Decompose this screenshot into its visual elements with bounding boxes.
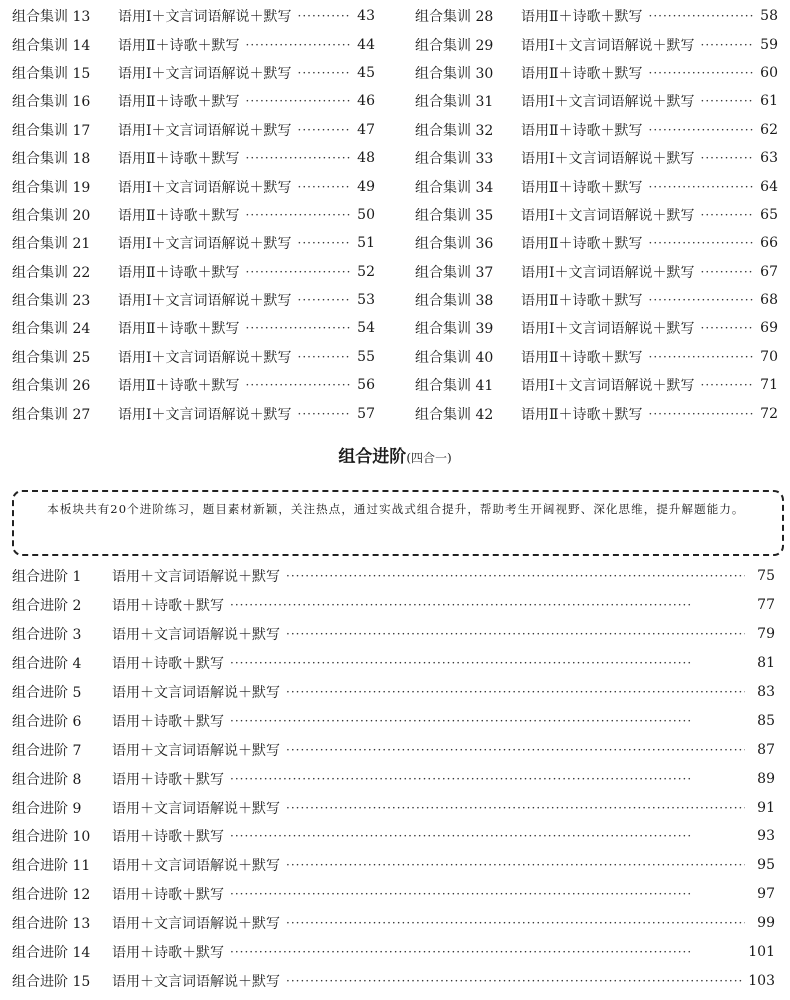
- toc-entry-code: 组合集训 19: [12, 179, 91, 196]
- toc-entry-code: 组合进阶 11: [12, 858, 91, 875]
- toc-entry-topic: 语用＋文言词语解说＋默写: [112, 569, 280, 586]
- toc-entry-page: 103: [748, 972, 775, 989]
- toc-entry[interactable]: [12, 649, 775, 678]
- dot-leader: [701, 38, 754, 52]
- toc-entry-page: 79: [757, 626, 775, 643]
- toc-entry-topic: 语用Ⅰ＋文言词语解说＋默写: [118, 406, 292, 423]
- toc-entry-page: 95: [757, 857, 775, 874]
- toc-entry-page: 68: [760, 292, 778, 309]
- dot-leader: [298, 123, 351, 137]
- toc-entry[interactable]: [12, 201, 375, 229]
- dot-leader: [230, 887, 745, 901]
- toc-entry-page: 91: [757, 799, 775, 816]
- toc-entry-page: 50: [357, 206, 375, 223]
- toc-entry-code: 组合进阶 12: [12, 887, 91, 904]
- toc-entry-topic: 语用＋文言词语解说＋默写: [112, 800, 280, 817]
- dot-leader: [298, 180, 351, 194]
- toc-entry[interactable]: [12, 966, 775, 995]
- toc-entry-page: 67: [760, 263, 778, 280]
- toc-entry-topic: 语用＋诗歌＋默写: [112, 887, 224, 904]
- toc-combined-training: [12, 2, 778, 428]
- toc-entry[interactable]: [12, 909, 775, 938]
- toc-entry-code: 组合进阶 1: [12, 569, 82, 586]
- toc-entry-topic: 语用＋诗歌＋默写: [112, 713, 224, 730]
- toc-entry[interactable]: [12, 591, 775, 620]
- toc-entry-page: 99: [757, 915, 775, 932]
- dot-leader: [298, 9, 351, 23]
- dot-leader: [649, 293, 754, 307]
- toc-entry-topic: 语用Ⅰ＋文言词语解说＋默写: [118, 179, 292, 196]
- dot-leader: [286, 858, 745, 872]
- toc-entry[interactable]: [12, 851, 775, 880]
- toc-entry-topic: 语用Ⅰ＋文言词语解说＋默写: [118, 349, 292, 366]
- toc-entry[interactable]: [415, 343, 778, 371]
- toc-entry-code: 组合集训 14: [12, 37, 91, 54]
- toc-entry-page: 57: [357, 405, 375, 422]
- toc-entry-code: 组合进阶 6: [12, 713, 82, 730]
- dot-leader: [298, 407, 351, 421]
- toc-entry-topic: 语用Ⅰ＋文言词语解说＋默写: [118, 65, 292, 82]
- toc-entry-code: 组合集训 30: [415, 65, 494, 82]
- toc-entry-page: 65: [760, 206, 778, 223]
- dot-leader: [286, 974, 742, 988]
- toc-entry-page: 70: [760, 348, 778, 365]
- toc-entry-page: 75: [757, 568, 775, 585]
- dot-leader: [246, 265, 351, 279]
- toc-entry-topic: 语用Ⅱ＋诗歌＋默写: [521, 293, 643, 310]
- toc-entry-page: 63: [760, 150, 778, 167]
- toc-entry-topic: 语用Ⅰ＋文言词语解说＋默写: [521, 264, 695, 281]
- toc-entry-page: 55: [357, 348, 375, 365]
- toc-entry-code: 组合集训 17: [12, 122, 91, 139]
- toc-entry-code: 组合进阶 3: [12, 627, 82, 644]
- toc-entry-topic: 语用Ⅰ＋文言词语解说＋默写: [521, 94, 695, 111]
- toc-entry-code: 组合集训 25: [12, 349, 91, 366]
- toc-entry-topic: 语用Ⅱ＋诗歌＋默写: [521, 406, 643, 423]
- toc-entry[interactable]: [12, 706, 775, 735]
- toc-entry-code: 组合进阶 4: [12, 656, 82, 673]
- toc-entry-code: 组合集训 18: [12, 151, 91, 168]
- toc-entry-topic: 语用Ⅱ＋诗歌＋默写: [118, 264, 240, 281]
- toc-entry-code: 组合集训 31: [415, 94, 494, 111]
- toc-entry-topic: 语用Ⅰ＋文言词语解说＋默写: [118, 293, 292, 310]
- toc-entry[interactable]: [415, 286, 778, 314]
- toc-entry[interactable]: [415, 116, 778, 144]
- toc-right-column: [415, 2, 778, 428]
- toc-entry-page: 52: [357, 263, 375, 280]
- toc-entry-page: 54: [357, 320, 375, 337]
- toc-entry[interactable]: [12, 938, 775, 967]
- toc-entry-topic: 语用Ⅰ＋文言词语解说＋默写: [118, 122, 292, 139]
- dot-leader: [701, 265, 754, 279]
- dot-leader: [286, 743, 745, 757]
- toc-entry-code: 组合进阶 15: [12, 973, 91, 990]
- toc-entry-code: 组合集训 28: [415, 9, 494, 26]
- toc-entry-topic: 语用＋诗歌＋默写: [112, 945, 224, 962]
- toc-entry-topic: 语用Ⅰ＋文言词语解说＋默写: [521, 151, 695, 168]
- toc-entry-topic: 语用Ⅱ＋诗歌＋默写: [521, 349, 643, 366]
- toc-entry-topic: 语用Ⅰ＋文言词语解说＋默写: [118, 9, 292, 26]
- toc-entry-page: 97: [757, 886, 775, 903]
- toc-entry-topic: 语用Ⅱ＋诗歌＋默写: [521, 236, 643, 253]
- dot-leader: [246, 208, 351, 222]
- toc-entry[interactable]: [415, 59, 778, 87]
- toc-entry-code: 组合进阶 14: [12, 945, 91, 962]
- toc-entry-page: 72: [760, 405, 778, 422]
- dot-leader: [230, 656, 745, 670]
- toc-entry-topic: 语用Ⅰ＋文言词语解说＋默写: [521, 321, 695, 338]
- toc-entry-page: 53: [357, 292, 375, 309]
- section-intro-box: [12, 490, 784, 556]
- dot-leader: [649, 123, 754, 137]
- toc-entry-page: 46: [357, 93, 375, 110]
- toc-entry-code: 组合进阶 13: [12, 916, 91, 933]
- section-subtitle: (四合一): [406, 451, 452, 465]
- toc-entry-code: 组合进阶 5: [12, 685, 82, 701]
- toc-advanced-list: [12, 562, 775, 995]
- toc-entry-topic: 语用Ⅱ＋诗歌＋默写: [521, 65, 643, 82]
- toc-entry-topic: 语用＋文言词语解说＋默写: [112, 685, 280, 701]
- toc-entry[interactable]: [415, 314, 778, 342]
- toc-entry[interactable]: [12, 116, 375, 144]
- dot-leader: [298, 350, 351, 364]
- toc-entry-topic: 语用＋文言词语解说＋默写: [112, 916, 280, 933]
- toc-entry[interactable]: [415, 172, 778, 200]
- toc-entry-page: 48: [357, 150, 375, 167]
- toc-left-column: [12, 2, 375, 428]
- toc-entry-page: 89: [757, 770, 775, 787]
- toc-entry-code: 组合集训 23: [12, 293, 91, 310]
- toc-entry-code: 组合集训 40: [415, 349, 494, 366]
- toc-entry[interactable]: [415, 201, 778, 229]
- dot-leader: [230, 714, 745, 728]
- toc-entry-code: 组合进阶 2: [12, 598, 82, 615]
- dot-leader: [246, 94, 351, 108]
- toc-entry-code: 组合集训 32: [415, 122, 494, 139]
- dot-leader: [246, 38, 351, 52]
- toc-entry-code: 组合集训 37: [415, 264, 494, 281]
- toc-entry[interactable]: [12, 172, 375, 200]
- toc-entry-code: 组合进阶 8: [12, 771, 82, 788]
- toc-entry[interactable]: [12, 822, 775, 851]
- toc-entry-code: 组合集训 22: [12, 264, 91, 281]
- toc-entry-code: 组合集训 29: [415, 37, 494, 54]
- toc-entry-code: 组合集训 13: [12, 9, 91, 26]
- toc-entry-page: 87: [757, 741, 775, 758]
- toc-entry[interactable]: [12, 764, 775, 793]
- toc-entry[interactable]: [12, 678, 775, 707]
- toc-entry[interactable]: [415, 30, 778, 58]
- dot-leader: [649, 407, 754, 421]
- toc-entry[interactable]: [12, 286, 375, 314]
- toc-entry-page: 56: [357, 377, 375, 394]
- dot-leader: [298, 66, 351, 80]
- toc-entry[interactable]: [12, 562, 775, 591]
- dot-leader: [286, 801, 745, 815]
- toc-entry[interactable]: [12, 314, 375, 342]
- toc-entry[interactable]: [12, 880, 775, 909]
- dot-leader: [230, 945, 742, 959]
- toc-entry-page: 81: [757, 655, 775, 672]
- toc-entry-page: 61: [760, 93, 778, 110]
- dot-leader: [230, 829, 745, 843]
- dot-leader: [246, 321, 351, 335]
- toc-entry[interactable]: [12, 735, 775, 764]
- toc-entry-topic: 语用Ⅱ＋诗歌＋默写: [521, 179, 643, 196]
- toc-entry-page: 49: [357, 178, 375, 195]
- dot-leader: [246, 378, 351, 392]
- toc-entry-page: 93: [757, 828, 775, 845]
- toc-entry-topic: 语用Ⅱ＋诗歌＋默写: [118, 321, 240, 338]
- toc-entry-page: 77: [757, 597, 775, 614]
- toc-entry[interactable]: [12, 87, 375, 115]
- toc-entry[interactable]: [12, 620, 775, 649]
- toc-entry-code: 组合集训 20: [12, 207, 91, 224]
- toc-entry[interactable]: [415, 144, 778, 172]
- toc-entry-topic: 语用＋诗歌＋默写: [112, 656, 224, 673]
- toc-entry-code: 组合集训 15: [12, 65, 91, 82]
- dot-leader: [286, 627, 745, 641]
- dot-leader: [286, 685, 745, 699]
- toc-entry[interactable]: [12, 258, 375, 286]
- toc-entry-page: 83: [757, 684, 775, 700]
- toc-entry-page: 51: [357, 235, 375, 252]
- toc-entry-code: 组合集训 33: [415, 151, 494, 168]
- toc-entry-topic: 语用＋文言词语解说＋默写: [112, 627, 280, 644]
- toc-entry-topic: 语用＋文言词语解说＋默写: [112, 742, 280, 759]
- toc-entry-topic: 语用Ⅰ＋文言词语解说＋默写: [521, 378, 695, 395]
- dot-leader: [649, 66, 754, 80]
- toc-entry-page: 59: [760, 36, 778, 53]
- section-heading: [0, 442, 790, 467]
- toc-entry-topic: 语用Ⅰ＋文言词语解说＋默写: [118, 236, 292, 253]
- toc-entry-topic: 语用＋文言词语解说＋默写: [112, 973, 280, 990]
- dot-leader: [701, 208, 754, 222]
- toc-entry-page: 58: [760, 8, 778, 25]
- toc-entry[interactable]: [415, 87, 778, 115]
- toc-entry-page: 47: [357, 121, 375, 138]
- toc-entry-code: 组合集训 36: [415, 236, 494, 253]
- toc-entry-topic: 语用Ⅱ＋诗歌＋默写: [118, 378, 240, 395]
- toc-entry-topic: 语用Ⅱ＋诗歌＋默写: [521, 122, 643, 139]
- toc-entry-page: 66: [760, 235, 778, 252]
- toc-entry-topic: 语用Ⅰ＋文言词语解说＋默写: [521, 207, 695, 224]
- dot-leader: [230, 772, 745, 786]
- toc-entry-page: 85: [757, 712, 775, 729]
- dot-leader: [298, 293, 351, 307]
- toc-entry[interactable]: [12, 2, 375, 30]
- toc-entry-topic: 语用＋诗歌＋默写: [112, 771, 224, 788]
- toc-entry-topic: 语用Ⅱ＋诗歌＋默写: [521, 9, 643, 26]
- dot-leader: [701, 94, 754, 108]
- toc-entry-topic: 语用Ⅱ＋诗歌＋默写: [118, 94, 240, 111]
- toc-entry[interactable]: [12, 30, 375, 58]
- toc-entry-code: 组合集训 26: [12, 378, 91, 395]
- toc-entry[interactable]: [12, 59, 375, 87]
- toc-entry[interactable]: [12, 371, 375, 399]
- toc-entry-page: 43: [357, 8, 375, 25]
- toc-entry-code: 组合集训 21: [12, 236, 91, 253]
- section-intro-text: 本板块共有20个进阶练习，题目素材新颖，关注热点，通过实战式组合提升，帮助考生开阔视野、深化思维，提升解题能力。: [47, 502, 745, 516]
- dot-leader: [298, 236, 351, 250]
- toc-entry-topic: 语用Ⅱ＋诗歌＋默写: [118, 151, 240, 168]
- toc-entry[interactable]: [415, 371, 778, 399]
- toc-entry[interactable]: [12, 229, 375, 257]
- dot-leader: [649, 9, 754, 23]
- dot-leader: [701, 378, 754, 392]
- toc-entry-code: 组合集训 42: [415, 406, 494, 423]
- dot-leader: [701, 151, 754, 165]
- toc-entry-page: 64: [760, 178, 778, 195]
- toc-entry[interactable]: [12, 399, 375, 427]
- toc-entry-page: 62: [760, 121, 778, 138]
- toc-entry-code: 组合进阶 9: [12, 800, 82, 817]
- dot-leader: [649, 180, 754, 194]
- dot-leader: [649, 350, 754, 364]
- toc-entry-topic: 语用Ⅱ＋诗歌＋默写: [118, 207, 240, 224]
- toc-entry-code: 组合集训 24: [12, 321, 91, 338]
- toc-entry-page: 69: [760, 320, 778, 337]
- toc-entry-code: 组合集训 16: [12, 94, 91, 111]
- toc-entry-topic: 语用＋文言词语解说＋默写: [112, 858, 280, 875]
- dot-leader: [701, 321, 754, 335]
- dot-leader: [286, 569, 745, 583]
- toc-entry-code: 组合集训 41: [415, 378, 494, 395]
- toc-entry-topic: 语用Ⅰ＋文言词语解说＋默写: [521, 37, 695, 54]
- toc-entry[interactable]: [12, 343, 375, 371]
- toc-entry-page: 60: [760, 64, 778, 81]
- toc-entry-code: 组合进阶 7: [12, 742, 82, 759]
- toc-entry-code: 组合集训 38: [415, 293, 494, 310]
- toc-entry[interactable]: [415, 2, 778, 30]
- toc-entry[interactable]: [12, 793, 775, 822]
- toc-entry-page: 44: [357, 36, 375, 53]
- toc-entry-code: 组合集训 27: [12, 406, 91, 423]
- toc-entry-code: 组合集训 34: [415, 179, 494, 196]
- toc-entry-topic: 语用Ⅱ＋诗歌＋默写: [118, 37, 240, 54]
- toc-entry-page: 45: [357, 64, 375, 81]
- toc-entry-topic: 语用＋诗歌＋默写: [112, 598, 224, 615]
- toc-entry[interactable]: [415, 229, 778, 257]
- toc-entry[interactable]: [415, 399, 778, 427]
- section-title: 组合进阶: [338, 447, 407, 467]
- dot-leader: [230, 598, 745, 612]
- toc-entry-code: 组合集训 35: [415, 207, 494, 224]
- dot-leader: [246, 151, 351, 165]
- toc-entry-page: 101: [748, 944, 775, 961]
- toc-entry-code: 组合集训 39: [415, 321, 494, 338]
- toc-entry-page: 71: [760, 377, 778, 394]
- toc-entry[interactable]: [12, 144, 375, 172]
- toc-entry-code: 组合进阶 10: [12, 829, 91, 846]
- toc-entry-topic: 语用＋诗歌＋默写: [112, 829, 224, 846]
- dot-leader: [649, 236, 754, 250]
- dot-leader: [286, 916, 745, 930]
- toc-entry[interactable]: [415, 258, 778, 286]
